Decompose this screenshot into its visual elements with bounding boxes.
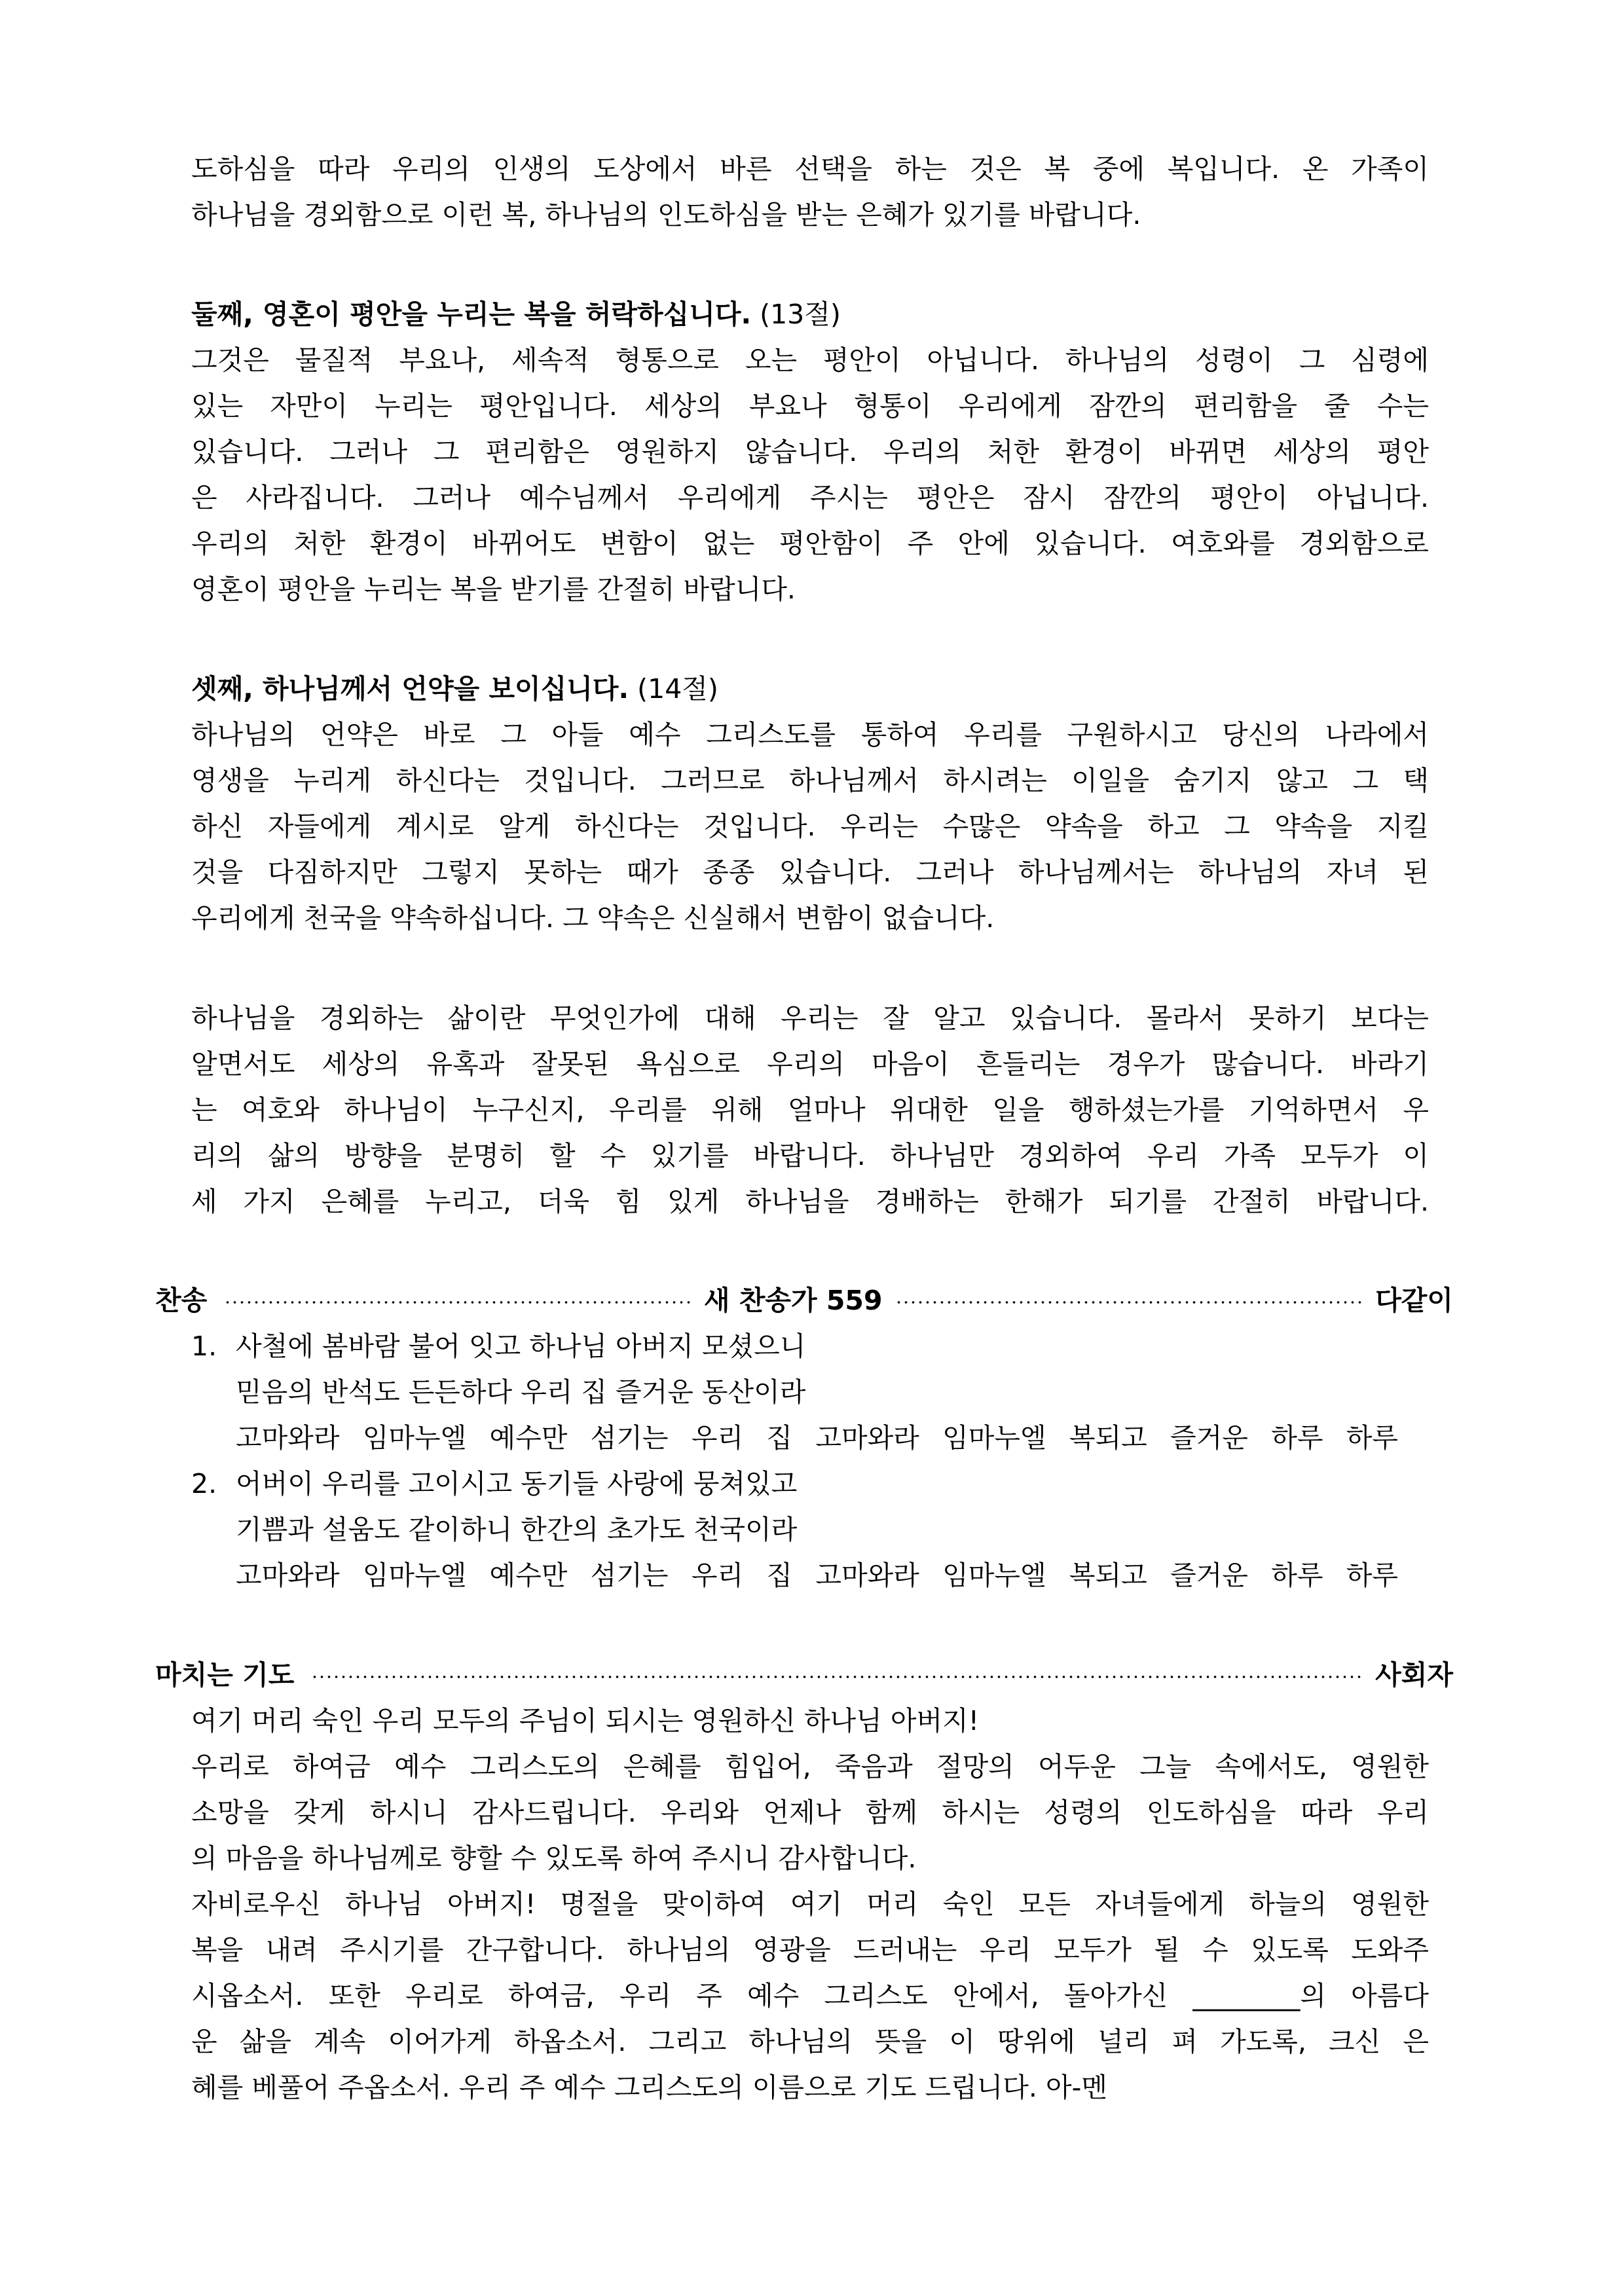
- prayer-line: 복을 내려 주시기를 간구합니다. 하나님의 영광을 드러내는 우리 모두가 될 수 있도록 도와주: [191, 1934, 1429, 1966]
- prayer-line: 혜를 베풀어 주옵소서. 우리 주 예수 그리스도의 이름으로 기도 드립니다. 아-멘: [191, 2072, 1107, 2103]
- prayer-leader: 사회자: [1375, 1659, 1453, 1691]
- body-line: 있는 자만이 누리는 평안입니다. 세상의 부요나 형통이 우리에게 잠깐의 편리함을 줄 수는: [191, 390, 1429, 422]
- intro-line: 하나님을 경외함으로 이런 복, 하나님의 인도하심을 받는 은혜가 있기를 바랍니다.: [191, 199, 1141, 230]
- verse-line: 고마와라 임마누엘 예수만 섬기는 우리 집 고마와라 임마누엘 복되고 즐거운 하루 하루: [236, 1560, 1398, 1591]
- body-line: 하나님을 경외하는 삶이란 무엇인가에 대해 우리는 잘 알고 있습니다. 몰라서 못하기 보다는: [191, 1002, 1429, 1034]
- leader-dots: [311, 1675, 1362, 1679]
- section-heading: [191, 669, 718, 708]
- prayer-line: 시옵소서. 또한 우리로 하여금, 우리 주 예수 그리스도 안에서, 돌아가신 ________의 아름다: [191, 1980, 1429, 2011]
- hymn-heading-row: [155, 1281, 1453, 1320]
- verse-number: 1.: [191, 1331, 217, 1362]
- section-heading: [191, 295, 841, 334]
- body-line: 우리의 처한 환경이 바뀌어도 변함이 없는 평안함이 주 안에 있습니다. 여호와를 경외함으로: [191, 528, 1429, 559]
- verse-line: 믿음의 반석도 든든하다 우리 집 즐거운 동산이라: [236, 1376, 806, 1408]
- section-three-ref: (14절): [637, 673, 718, 705]
- body-line: 그것은 물질적 부요나, 세속적 형통으로 오는 평안이 아닙니다. 하나님의 성령이 그 심령에: [191, 344, 1429, 376]
- verse-line: 사철에 봄바람 불어 잇고 하나님 아버지 모셨으니: [236, 1331, 806, 1362]
- prayer-line: 의 마음을 하나님께로 향할 수 있도록 하여 주시니 감사합니다.: [191, 1843, 917, 1874]
- intro-line: 도하심을 따라 우리의 인생의 도상에서 바른 선택을 하는 것은 복 중에 복입니다. 온 가족이: [191, 153, 1429, 185]
- verse-line: 어버이 우리를 고이시고 동기들 사랑에 뭉쳐있고: [236, 1468, 798, 1499]
- prayer-heading-row: [155, 1655, 1453, 1695]
- verse-line: 기쁨과 설움도 같이하니 한간의 초가도 천국이라: [236, 1514, 798, 1545]
- section-two-ref: (13절): [760, 299, 841, 330]
- verse-line: 고마와라 임마누엘 예수만 섬기는 우리 집 고마와라 임마누엘 복되고 즐거운 하루 하루: [236, 1422, 1398, 1454]
- hymn-title: 새 찬송가 559: [703, 1285, 883, 1316]
- verse-number: 2.: [191, 1468, 217, 1499]
- prayer-line: 여기 머리 숙인 우리 모두의 주님이 되시는 영원하신 하나님 아버지!: [191, 1705, 980, 1736]
- body-line: 는 여호와 하나님이 누구신지, 우리를 위해 얼마나 위대한 일을 행하셨는가를 기억하면서 우: [191, 1094, 1429, 1126]
- body-line: 영혼이 평안을 누리는 복을 받기를 간절히 바랍니다.: [191, 574, 796, 605]
- body-line: 것을 다짐하지만 그렇지 못하는 때가 종종 있습니다. 그러나 하나님께서는 하나님의 자녀 된: [191, 856, 1429, 888]
- section-three-heading: 셋째, 하나님께서 언약을 보이십니다.: [191, 673, 629, 705]
- body-line: 알면서도 세상의 유혹과 잘못된 욕심으로 우리의 마음이 흔들리는 경우가 많습니다. 바라기: [191, 1048, 1429, 1080]
- leader-dots: [224, 1300, 691, 1304]
- body-line: 있습니다. 그러나 그 편리함은 영원하지 않습니다. 우리의 처한 환경이 바뀌면 세상의 평안: [191, 436, 1429, 468]
- body-line: 리의 삶의 방향을 분명히 할 수 있기를 바랍니다. 하나님만 경외하여 우리 가족 모두가 이: [191, 1140, 1429, 1171]
- hymn-performer: 다같이: [1375, 1285, 1454, 1316]
- section-two-heading: 둘째, 영혼이 평안을 누리는 복을 허락하십니다.: [191, 299, 752, 330]
- prayer-line: 우리로 하여금 예수 그리스도의 은혜를 힘입어, 죽음과 절망의 어두운 그늘 속에서도, 영원한: [191, 1751, 1429, 1782]
- body-line: 하나님의 언약은 바로 그 아들 예수 그리스도를 통하여 우리를 구원하시고 당신의 나라에서: [191, 719, 1429, 750]
- prayer-label: 마치는 기도: [155, 1659, 295, 1691]
- leader-dots: [895, 1300, 1362, 1304]
- prayer-line: 자비로우신 하나님 아버지! 명절을 맞이하여 여기 머리 숙인 모든 자녀들에게 하늘의 영원한: [191, 1888, 1429, 1920]
- hymn-label: 찬송: [155, 1285, 208, 1316]
- prayer-line: 소망을 갖게 하시니 감사드립니다. 우리와 언제나 함께 하시는 성령의 인도하심을 따라 우리: [191, 1797, 1429, 1828]
- body-line: 영생을 누리게 하신다는 것입니다. 그러므로 하나님께서 하시려는 이일을 숨기지 않고 그 택: [191, 765, 1429, 796]
- body-line: 세 가지 은혜를 누리고, 더욱 힘 있게 하나님을 경배하는 한해가 되기를 간절히 바랍니다.: [191, 1186, 1429, 1217]
- body-line: 우리에게 천국을 약속하십니다. 그 약속은 신실해서 변함이 없습니다.: [191, 902, 995, 934]
- body-line: 하신 자들에게 계시로 알게 하신다는 것입니다. 우리는 수많은 약속을 하고 그 약속을 지킬: [191, 811, 1429, 842]
- prayer-line: 운 삶을 계속 이어가게 하옵소서. 그리고 하나님의 뜻을 이 땅위에 널리 펴 가도록, 크신 은: [191, 2026, 1429, 2057]
- body-line: 은 사라집니다. 그러나 예수님께서 우리에게 주시는 평안은 잠시 잠깐의 평안이 아닙니다.: [191, 482, 1429, 513]
